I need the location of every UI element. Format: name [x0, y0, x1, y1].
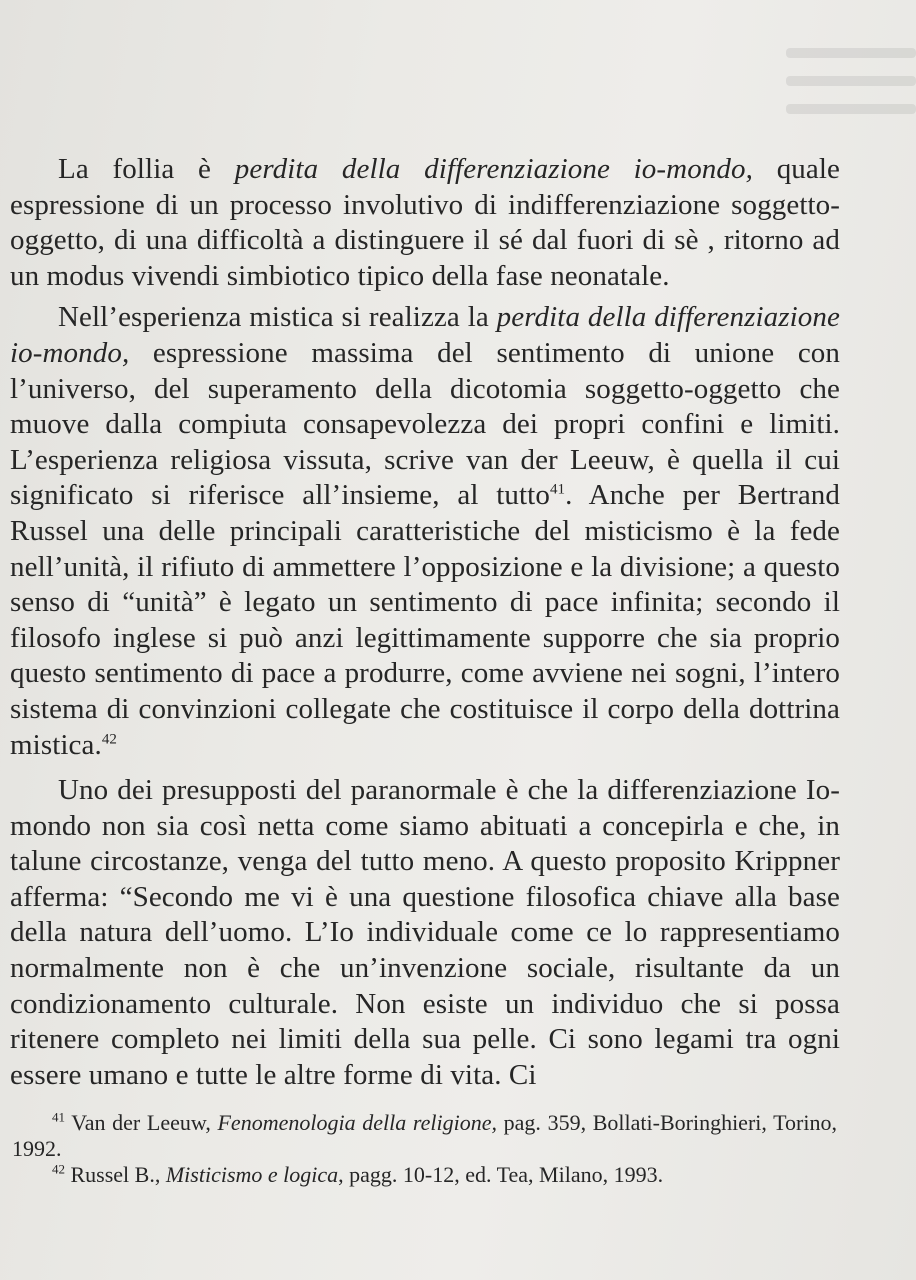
footnote-41: $^{41}$ Van der Leeuw, Fenomenologia della religione, pag. 359, Bollati-Boringhieri, Torino, 1992. — [12, 1109, 837, 1161]
paragraph-1: La follia è perdita della differenziazione io-mondo, quale espressione di un processo involutivo di indifferenziazione soggetto-oggetto, di una difficoltà a distinguere il sé dal fuori di sè , ritorno ad un modus vivendi simbiotico tipico della fase neonatale. — [10, 153, 841, 292]
footnote-ref-42: 42 — [101, 730, 118, 747]
paragraph-3: Uno dei presupposti del paranormale è che la differenziazione Io-mondo non sia così netta come siamo abituati a concepirla e che, in talune circostanze, venga del tutto meno. A questo proposito Krippner afferma: “Secondo me vi è una questione filosofica chiave alla base della natura dell’uomo. L’Io individuale come ce lo rappresentiamo normalmente non è che un’invenzione sociale, risultante da un condizionamento culturale. Non esiste un individuo che si possa ritenere completo nei limiti della sua pelle. Ci sono legami tra ogni essere umano e tutte le altre forme di vita. Ci — [10, 774, 840, 1091]
footnotes — [12, 1110, 837, 1188]
bleed-through-text — [756, 30, 916, 150]
footnote-ref-41: 41 — [549, 481, 566, 498]
main-text — [10, 152, 840, 1099]
footnote-42: $^{42}$ Russel B., Misticismo e logica, pagg. 10-12, ed. Tea, Milano, 1993. — [52, 1161, 664, 1187]
paragraph-2: Nell’esperienza mistica si realizza la perdita della differenziazione io-mondo, espressione massima del sentimento di unione con l’universo, del superamento della dicotomia soggetto-oggetto che muove dalla compiuta consapevolezza dei propri confini e limiti. L’esperienza religiosa vissuta, scrive van der Leeuw, è quella il cui significato si riferisce all’insieme, al tutto$^{41}$. Anche per Bertrand Russel una delle principali caratteristiche del misticismo è la fede nell’unità, il rifiuto di ammettere l’opposizione e la divisione; a questo senso di “unità” è legato un sentimento di pace infinita; secondo il filosofo inglese si può anzi legittimamente supporre che sia proprio questo sentimento di pace a produrre, come avviene nei sogni, l’intero sistema di convinzioni collegate che costituisce il corpo della dottrina mistica.$^{42}$ — [10, 301, 840, 761]
